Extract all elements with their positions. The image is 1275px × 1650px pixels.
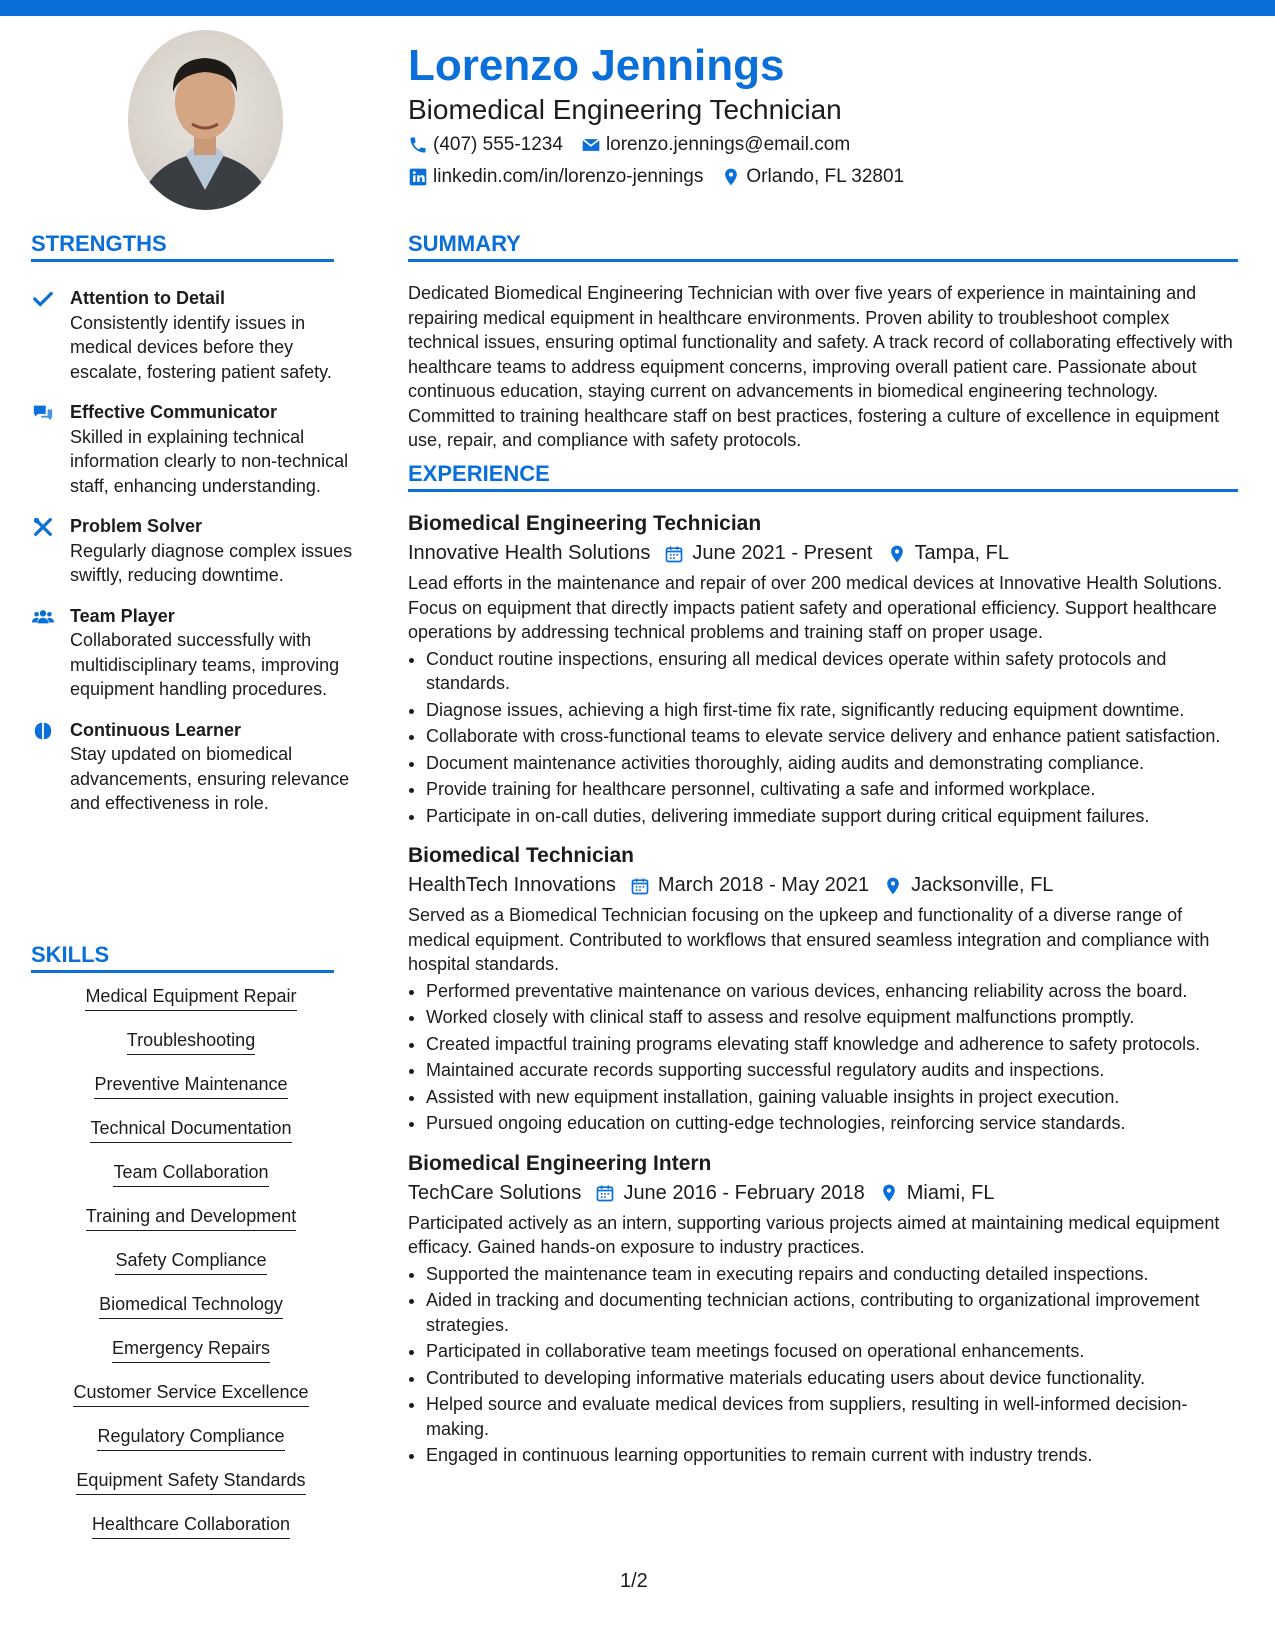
email-icon bbox=[581, 135, 601, 155]
contact-location bbox=[721, 166, 904, 188]
profile-photo bbox=[128, 30, 283, 210]
strength-title: Effective Communicator bbox=[70, 402, 278, 422]
experience-heading: EXPERIENCE bbox=[408, 461, 550, 486]
strength-text: Skilled in explaining technical information clearly to non-technical staff, enhancing understanding. bbox=[70, 426, 349, 496]
skill-item: Training and Development bbox=[86, 1206, 296, 1231]
strength-item bbox=[32, 400, 362, 498]
job-bullet: • Engaged in continuous learning opportunities to remain current with industry trends. bbox=[426, 1443, 1238, 1468]
job-entry bbox=[408, 842, 1238, 1136]
experience-rule bbox=[408, 489, 1238, 492]
job-description: Lead efforts in the maintenance and repair of over 200 medical devices at Innovative Health Solutions. Focus on equipment that directly impacts patient safety and operational efficiency. Support healthcare operations by addressing technical problems and training staff on proper usage. bbox=[408, 573, 1223, 642]
phone-text: (407) 555-1234 bbox=[433, 134, 563, 155]
calendar-icon bbox=[595, 1183, 615, 1203]
contact-row-2 bbox=[408, 166, 904, 188]
job-entry bbox=[408, 510, 1238, 828]
skills-list bbox=[32, 986, 350, 1558]
skill-item: Equipment Safety Standards bbox=[76, 1470, 305, 1495]
job-meta bbox=[408, 542, 1238, 565]
job-bullets bbox=[408, 979, 1238, 1136]
skill-item: Regulatory Compliance bbox=[97, 1426, 284, 1451]
summary-text: Dedicated Biomedical Engineering Technician with over five years of experience in maintaining and repairing medical equipment in healthcare environments. Proven ability to troubleshoot complex technical issues, ensuring optimal functionality and safety. A track record of collaborating effectively with healthcare teams to address equipment concerns, improving overall patient care. Passionate about continuous education, staying current on advancements in biomedical engineering technology. Committed to training healthcare staff on best practices, fostering a culture of excellence in equipment use, repair, and compliance with safety protocols. bbox=[408, 283, 1233, 450]
skill-item: Technical Documentation bbox=[90, 1118, 291, 1143]
phone-icon bbox=[408, 135, 428, 155]
skill-item: Safety Compliance bbox=[115, 1250, 266, 1275]
job-bullet: • Conduct routine inspections, ensuring all medical devices operate within safety protocols and standards. bbox=[426, 647, 1238, 696]
skill-item: Biomedical Technology bbox=[99, 1294, 283, 1319]
check-icon bbox=[32, 288, 54, 310]
strength-text: Collaborated successfully with multidisciplinary teams, improving equipment handling procedures. bbox=[70, 630, 340, 699]
candidate-name: Lorenzo Jennings bbox=[408, 41, 785, 90]
job-location: Jacksonville, FL bbox=[911, 874, 1054, 896]
calendar-icon bbox=[664, 544, 684, 564]
strength-title: Continuous Learner bbox=[70, 719, 242, 740]
job-location: Tampa, FL bbox=[914, 542, 1009, 564]
brain-icon bbox=[32, 720, 54, 742]
location-text: Orlando, FL 32801 bbox=[746, 166, 905, 187]
top-accent-bar bbox=[0, 0, 1275, 16]
job-description: Served as a Biomedical Technician focusing on the upkeep and functionality of a diverse range of medical equipment. Contributed to workflows that ensured seamless integration and compliance with hospital standards. bbox=[408, 905, 1210, 974]
summary-rule bbox=[408, 259, 1238, 262]
job-bullet: • Assisted with new equipment installation, gaining valuable insights in project execution. bbox=[426, 1085, 1238, 1110]
job-bullet: • Worked closely with clinical staff to assess and resolve equipment malfunctions promptly. bbox=[426, 1005, 1238, 1030]
avatar bbox=[128, 30, 283, 210]
linkedin-icon bbox=[408, 167, 428, 187]
job-company: HealthTech Innovations bbox=[408, 874, 616, 896]
job-dates: March 2018 - May 2021 bbox=[657, 874, 870, 896]
job-bullet: • Created impactful training programs elevating staff knowledge and adherence to safety protocols. bbox=[426, 1032, 1238, 1057]
skills-heading: SKILLS bbox=[31, 942, 110, 967]
summary-heading: SUMMARY bbox=[408, 231, 521, 256]
job-bullet: • Maintained accurate records supporting successful regulatory audits and inspections. bbox=[426, 1058, 1238, 1083]
strength-item bbox=[32, 514, 362, 588]
job-company: TechCare Solutions bbox=[408, 1181, 582, 1204]
map-pin-icon bbox=[887, 544, 907, 564]
job-title: Biomedical Engineering Intern bbox=[408, 1151, 712, 1175]
strength-text: Stay updated on biomedical advancements, ensuring relevance and effectiveness in role. bbox=[70, 744, 350, 813]
map-pin-icon bbox=[883, 876, 903, 896]
job-bullets bbox=[408, 1262, 1238, 1468]
job-entry bbox=[408, 1150, 1238, 1468]
skill-item: Preventive Maintenance bbox=[94, 1074, 287, 1099]
job-bullet: • Contributed to developing informative materials educating users about device functionality. bbox=[426, 1366, 1238, 1391]
job-bullet: • Performed preventative maintenance on various devices, enhancing reliability across the board. bbox=[426, 979, 1238, 1004]
calendar-icon bbox=[630, 876, 650, 896]
strength-text: Consistently identify issues in medical devices before they escalate, fostering patient safety. bbox=[70, 312, 332, 382]
contact-phone[interactable] bbox=[408, 134, 563, 156]
strength-title: Attention to Detail bbox=[70, 288, 225, 308]
tools-icon bbox=[32, 516, 54, 538]
page-number: 1/2 bbox=[620, 1570, 648, 1592]
job-bullet: • Diagnose issues, achieving a high first-time fix rate, significantly reducing equipment downtime. bbox=[426, 698, 1238, 723]
job-bullet: • Provide training for healthcare personnel, cultivating a safe and informed workplace. bbox=[426, 777, 1238, 802]
linkedin-text: linkedin.com/in/lorenzo-jennings bbox=[433, 166, 704, 187]
job-title: Biomedical Engineering Technician bbox=[408, 512, 762, 535]
job-bullet: • Pursued ongoing education on cutting-edge technologies, reinforcing service standards. bbox=[426, 1111, 1238, 1136]
candidate-headline: Biomedical Engineering Technician bbox=[408, 94, 842, 125]
strength-title: Problem Solver bbox=[70, 516, 203, 536]
skill-item: Troubleshooting bbox=[127, 1030, 255, 1055]
job-dates: June 2021 - Present bbox=[692, 542, 873, 564]
job-description: Participated actively as an intern, supporting various projects aimed at maintaining medical equipment efficacy. Gained hands-on exposure to industry practices. bbox=[408, 1212, 1220, 1257]
skill-item: Customer Service Excellence bbox=[73, 1382, 308, 1407]
strengths-list bbox=[32, 286, 362, 832]
job-meta bbox=[408, 874, 1238, 897]
users-icon bbox=[32, 606, 54, 628]
job-bullets bbox=[408, 647, 1238, 829]
skill-item: Medical Equipment Repair bbox=[85, 986, 296, 1011]
strength-title: Team Player bbox=[70, 605, 175, 626]
job-company: Innovative Health Solutions bbox=[408, 542, 651, 564]
experience-list bbox=[408, 510, 1238, 1482]
job-meta bbox=[408, 1182, 1238, 1205]
strength-item bbox=[32, 718, 362, 816]
skills-rule bbox=[31, 970, 334, 973]
email-text: lorenzo.jennings@email.com bbox=[605, 134, 851, 155]
map-pin-icon bbox=[721, 167, 741, 187]
strength-item bbox=[32, 286, 362, 384]
skill-item: Team Collaboration bbox=[113, 1162, 268, 1187]
job-dates: June 2016 - February 2018 bbox=[623, 1181, 865, 1204]
job-bullet: • Helped source and evaluate medical devices from suppliers, resulting in well-informed decision-making. bbox=[426, 1392, 1238, 1441]
job-title: Biomedical Technician bbox=[408, 844, 635, 867]
job-bullet: • Document maintenance activities thoroughly, aiding audits and demonstrating compliance. bbox=[426, 751, 1238, 776]
strength-item bbox=[32, 604, 362, 702]
job-bullet: • Participate in on-call duties, delivering immediate support during critical equipment failures. bbox=[426, 804, 1238, 829]
contact-row-1 bbox=[408, 134, 850, 156]
skill-item: Emergency Repairs bbox=[112, 1338, 270, 1363]
contact-email[interactable] bbox=[581, 134, 850, 156]
job-location: Miami, FL bbox=[906, 1181, 995, 1204]
chat-icon bbox=[32, 402, 54, 424]
strength-text: Regularly diagnose complex issues swiftly, reducing downtime. bbox=[70, 540, 353, 585]
strengths-heading: STRENGTHS bbox=[31, 231, 167, 256]
job-bullet: • Aided in tracking and documenting technician actions, contributing to organizational improvement strategies. bbox=[426, 1288, 1238, 1337]
job-bullet: • Collaborate with cross-functional teams to elevate service delivery and enhance patient satisfaction. bbox=[426, 724, 1238, 749]
strengths-rule bbox=[31, 259, 334, 262]
contact-linkedin[interactable] bbox=[408, 166, 703, 188]
job-bullet: • Participated in collaborative team meetings focused on operational enhancements. bbox=[426, 1339, 1238, 1364]
job-bullet: • Supported the maintenance team in executing repairs and conducting detailed inspections. bbox=[426, 1262, 1238, 1287]
map-pin-icon bbox=[879, 1183, 899, 1203]
skill-item: Healthcare Collaboration bbox=[92, 1514, 290, 1539]
